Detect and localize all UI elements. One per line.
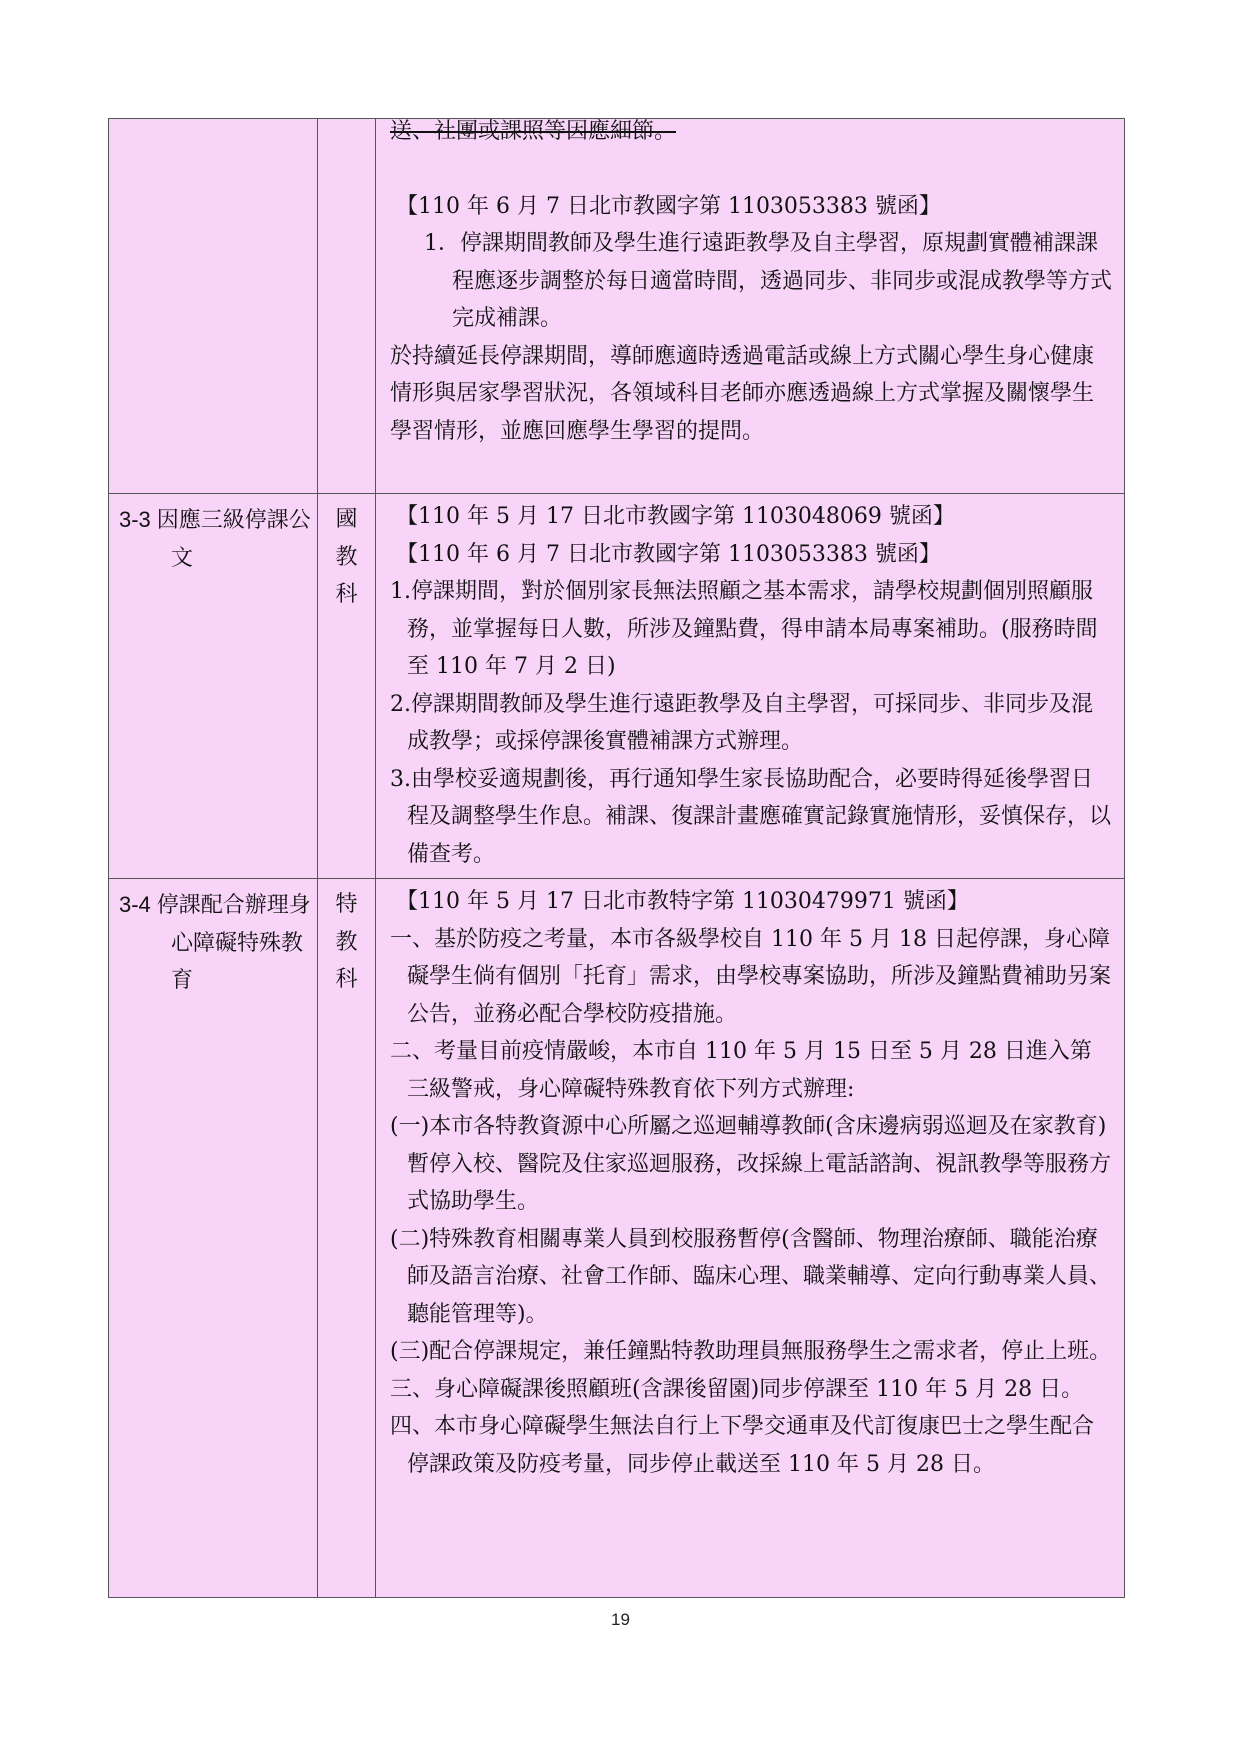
item-number: 3-3 <box>119 507 151 532</box>
content-cell <box>376 494 1125 879</box>
paragraph: 於持續延長停課期間，導師應適時透過電話或線上方式關心學生身心健康情形與居家學習狀況，各領域科目老師亦應透過線上方式掌握及關懷學生學習情形，並應回應學生學習的提問。 <box>390 343 1095 444</box>
item-title: 停課配合辦理身心障礙特殊教育 <box>156 893 311 993</box>
document-reference: 【110 年 6 月 7 日北市教國字第 1103053383 號函】 <box>396 541 941 567</box>
unit-cell <box>318 119 376 494</box>
list-item: 1．停課期間教師及學生進行遠距教學及自主學習，原規劃實體補課課程應逐步調整於每日適當時間，透過同步、非同步或混成教學等方式完成補課。 <box>424 231 1113 331</box>
table-row <box>109 494 1125 879</box>
list-item: 3.由學校妥適規劃後，再行通知學生家長協助配合，必要時得延後學習日程及調整學生作息。補課、復課計畫應確實記錄實施情形，妥慎保存，以備查考。 <box>390 766 1112 867</box>
item-title: 因應三級停課公文 <box>156 508 311 571</box>
table-row <box>109 879 1125 1598</box>
table-row <box>109 119 1125 494</box>
unit-char: 科 <box>335 582 358 607</box>
list-item: (二)特殊教育相關專業人員到校服務暫停(含醫師、物理治療師、職能治療師及語言治療、社會工作師、臨床心理、職業輔導、定向行動專業人員、聽能管理等)。 <box>390 1226 1112 1327</box>
list-item: 一、基於防疫之考量，本市各級學校自 110 年 5 月 18 日起停課，身心障礙學生倘有個別「托育」需求，由學校專案協助，所涉及鐘點費補助另案公告，並務必配合學校防疫措施。 <box>390 926 1112 1027</box>
list-item: (一)本市各特教資源中心所屬之巡迴輔導教師(含床邊病弱巡迴及在家教育)暫停入校、醫院及住家巡迴服務，改採線上電話諮詢、視訊教學等服務方式協助學生。 <box>390 1114 1112 1214</box>
list-item: 二、考量目前疫情嚴峻，本市自 110 年 5 月 15 日至 5 月 28 日進入第三級警戒，身心障礙特殊教育依下列方式辦理: <box>390 1039 1092 1102</box>
item-heading <box>119 886 313 1000</box>
list-item: 四、本市身心障礙學生無法自行上下學交通車及代訂復康巴士之學生配合停課政策及防疫考量，同步停止載送至 110 年 5 月 28 日。 <box>390 1414 1095 1477</box>
policy-table <box>108 118 1125 1598</box>
list-item: 2.停課期間教師及學生進行遠距教學及自主學習，可採同步、非同步及混成教學；或採停課後實體補課方式辦理。 <box>390 691 1093 754</box>
unit-char: 國 <box>335 507 358 532</box>
unit-char: 科 <box>335 967 358 992</box>
list-item: 1.停課期間，對於個別家長無法照顧之基本需求，請學校規劃個別照顧服務，並掌握每日人數，所涉及鐘點費，得申請本局專案補助。(服務時間至 110 年 7 月 2 日) <box>390 579 1098 679</box>
content-cell <box>376 879 1125 1598</box>
list-item: 三、身心障礙課後照顧班(含課後留園)同步停課至 110 年 5 月 28 日。 <box>390 1376 1084 1402</box>
item-heading <box>119 501 313 577</box>
struck-text: 送、社團或課照等因應細節。 <box>390 119 677 144</box>
list-item: (三)配合停課規定，兼任鐘點特教助理員無服務學生之需求者，停止上班。 <box>390 1339 1112 1364</box>
item-cell <box>109 879 318 1598</box>
document-reference: 【110 年 5 月 17 日北市教特字第 11030479971 號函】 <box>396 889 969 914</box>
unit-cell <box>318 494 376 879</box>
unit-char: 教 <box>335 929 358 955</box>
unit-cell <box>318 879 376 1598</box>
unit-char: 特 <box>335 892 358 917</box>
item-cell <box>109 494 318 879</box>
content-cell <box>376 119 1125 494</box>
page-number: 19 <box>611 1610 630 1629</box>
unit-char: 教 <box>335 544 358 570</box>
document-reference: 【110 年 5 月 17 日北市教國字第 1103048069 號函】 <box>396 504 955 529</box>
item-cell <box>109 119 318 494</box>
item-number: 3-4 <box>119 892 151 917</box>
document-reference: 【110 年 6 月 7 日北市教國字第 1103053383 號函】 <box>396 193 941 219</box>
